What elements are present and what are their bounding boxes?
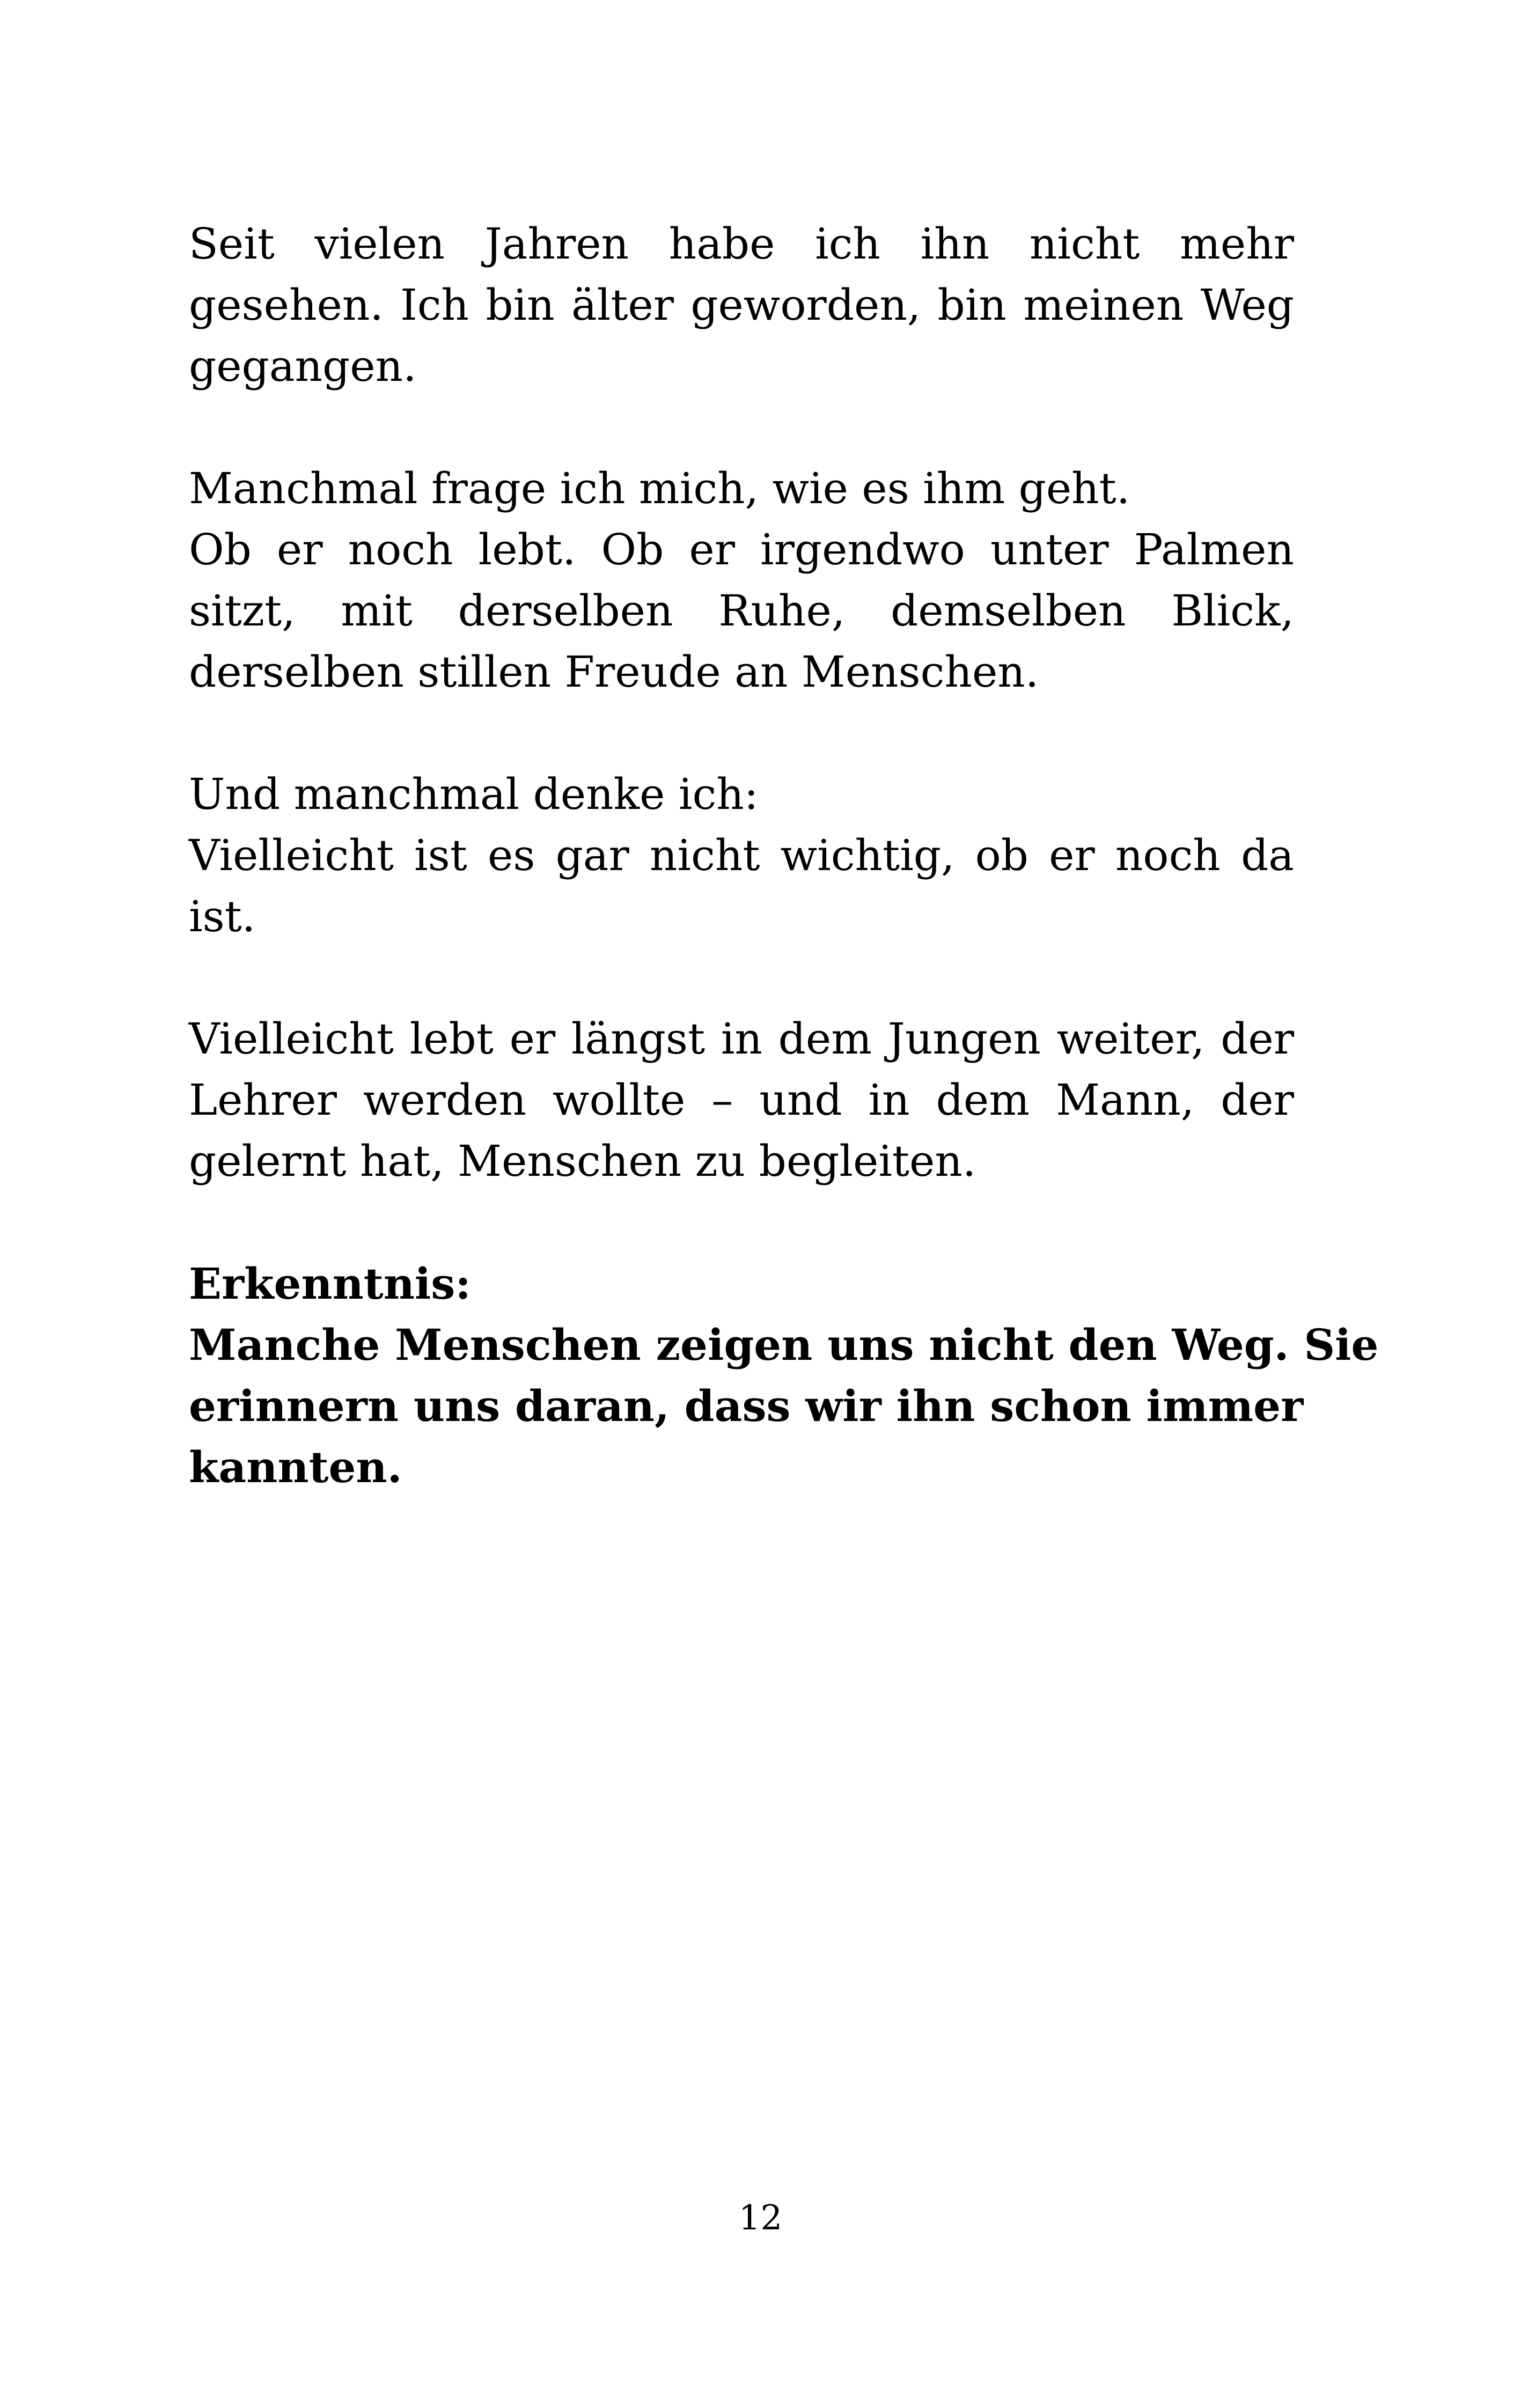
text-line: ist. [189,892,256,941]
body-text [189,213,1379,1498]
insight-line: erinnern uns daran, dass wir ihn schon immer [189,1381,1304,1431]
insight-block [189,1253,1379,1498]
insight-line: kannten. [189,1442,402,1492]
insight-line: Manche Menschen zeigen uns nicht den Weg. Sie [189,1320,1379,1370]
text-line: Lehrer werden wollte – und in dem Mann, der [189,1075,1294,1125]
paragraph-3 [189,764,1294,947]
paragraph-1 [189,213,1294,397]
text-line: Manchmal frage ich mich, wie es ihm geht. [189,463,1130,513]
paragraph-2 [189,458,1294,703]
text-line: derselben stillen Freude an Menschen. [189,647,1039,697]
paragraph-spacer [189,703,1294,764]
text-line: sitzt, mit derselben Ruhe, demselben Blick, [189,586,1294,636]
text-line: gelernt hat, Menschen zu begleiten. [189,1136,976,1186]
text-line: Seit vielen Jahren habe ich ihn nicht mehr [189,219,1294,269]
text-line: Vielleicht ist es gar nicht wichtig, ob er noch da [189,830,1294,880]
text-line: gegangen. [189,341,417,391]
insight-heading: Erkenntnis: [189,1258,471,1309]
paragraph-spacer [189,1192,1294,1253]
paragraph-4 [189,1008,1294,1192]
text-line: Ob er noch lebt. Ob er irgendwo unter Palmen [189,525,1294,575]
text-line: Vielleicht lebt er längst in dem Jungen weiter, der [189,1014,1294,1064]
paragraph-spacer [189,947,1294,1008]
text-line: gesehen. Ich bin älter geworden, bin meinen Weg [189,280,1294,330]
text-line: Und manchmal denke ich: [189,769,759,819]
paragraph-spacer [189,397,1294,458]
page-number: 12 [738,2198,783,2238]
